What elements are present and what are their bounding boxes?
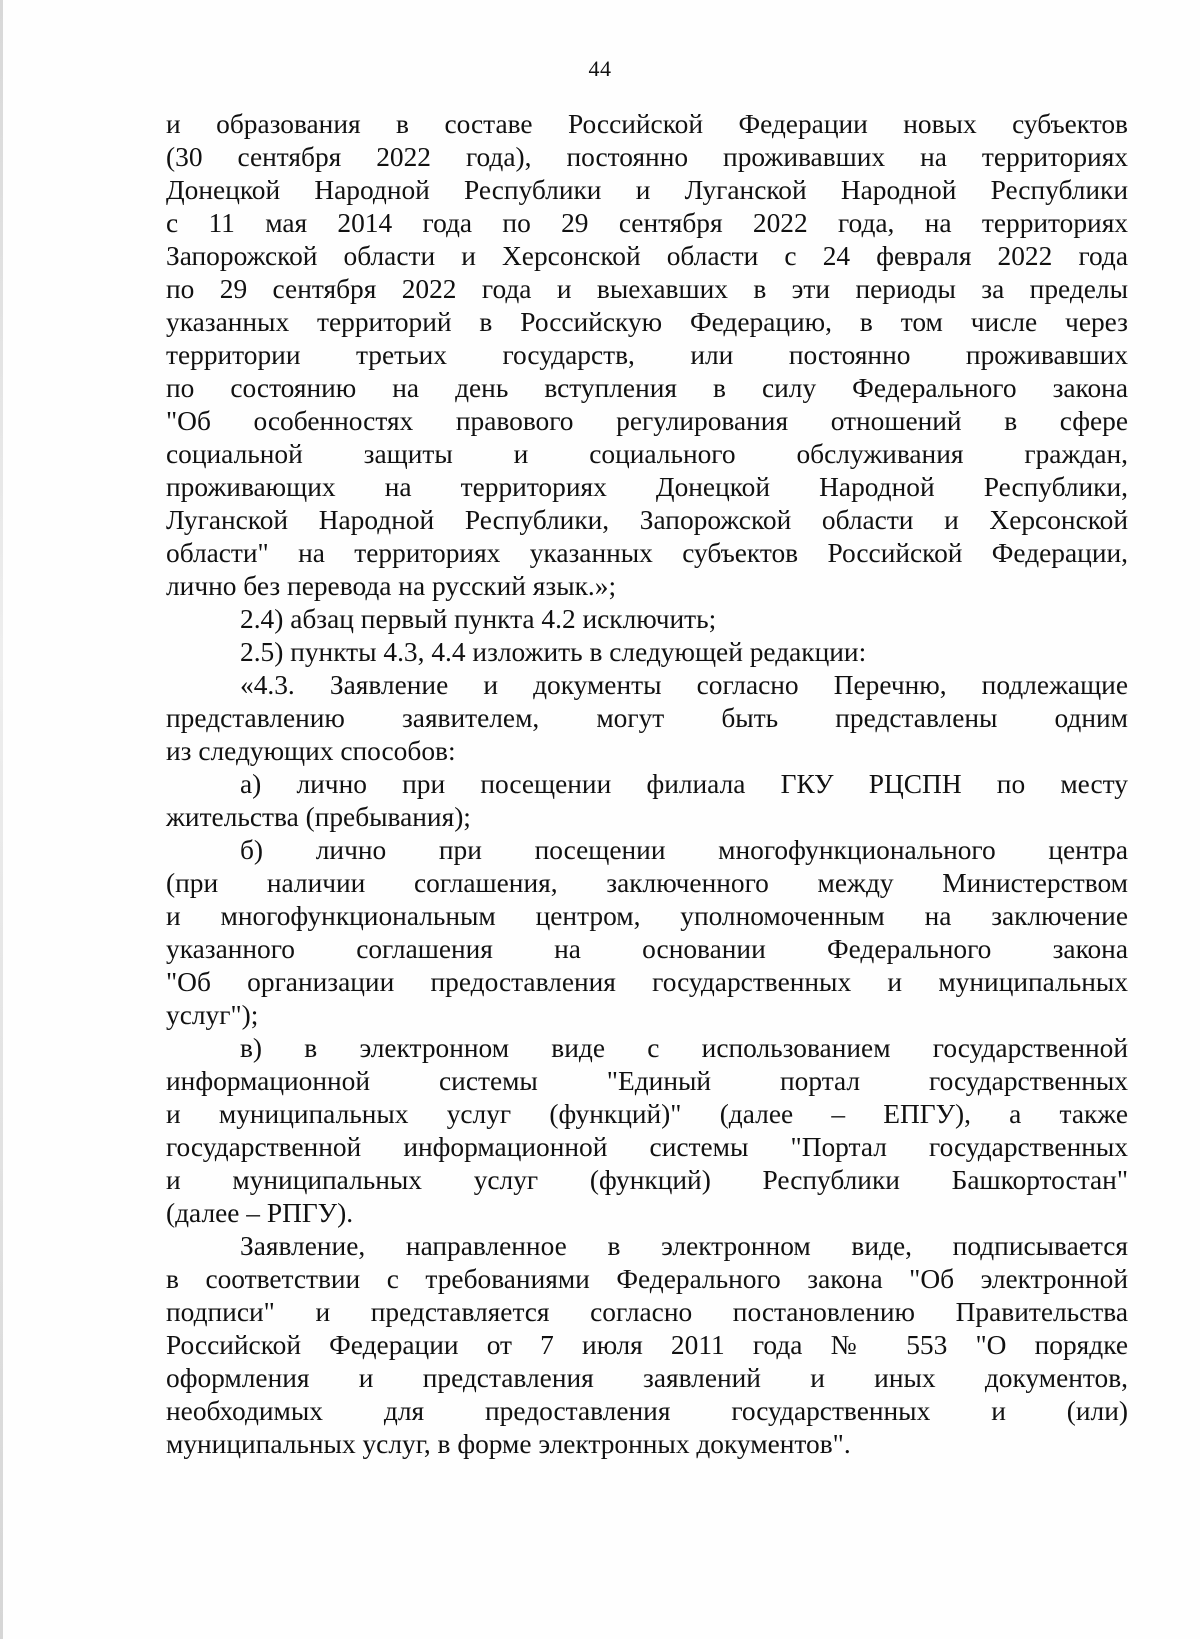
text-line: представлению заявителем, могут быть представлены одним <box>166 703 1128 733</box>
text-line: (при наличии соглашения, заключенного между Министерством <box>166 868 1128 898</box>
text-line: информационной системы "Единый портал государственных <box>166 1066 1128 1096</box>
text-line: «4.3. Заявление и документы согласно Перечню, подлежащие <box>240 670 1128 700</box>
text-line: (далее – РПГУ). <box>166 1198 354 1228</box>
text-line: необходимых для предоставления государственных и (или) <box>166 1396 1128 1426</box>
text-line: "Об организации предоставления государственных и муниципальных <box>166 967 1128 997</box>
text-line: социальной защиты и социального обслуживания граждан, <box>166 439 1128 469</box>
scan-edge <box>0 0 3 1639</box>
text-line: области" на территориях указанных субъектов Российской Федерации, <box>166 538 1128 568</box>
text-line: а) лично при посещении филиала ГКУ РЦСПН по месту <box>240 769 1128 799</box>
text-line: из следующих способов: <box>166 736 456 766</box>
text-line: оформления и представления заявлений и иных документов, <box>166 1363 1128 1393</box>
text-line: муниципальных услуг, в форме электронных документов". <box>166 1429 851 1459</box>
text-line: Донецкой Народной Республики и Луганской Народной Республики <box>166 175 1128 205</box>
text-line: лично без перевода на русский язык.»; <box>166 571 617 601</box>
text-line: государственной информационной системы "Портал государственных <box>166 1132 1128 1162</box>
text-line: б) лично при посещении многофункционального центра <box>240 835 1128 865</box>
text-line: по состоянию на день вступления в силу Федерального закона <box>166 373 1128 403</box>
text-line: и муниципальных услуг (функций) Республики Башкортостан" <box>166 1165 1128 1195</box>
text-line: Луганской Народной Республики, Запорожской области и Херсонской <box>166 505 1128 535</box>
text-line: 2.5) пункты 4.3, 4.4 изложить в следующей редакции: <box>240 637 867 667</box>
text-line: проживающих на территориях Донецкой Народной Республики, <box>166 472 1128 502</box>
text-line: по 29 сентября 2022 года и выехавших в эти периоды за пределы <box>166 274 1128 304</box>
text-line: Запорожской области и Херсонской области с 24 февраля 2022 года <box>166 241 1128 271</box>
text-line: указанного соглашения на основании Федерального закона <box>166 934 1128 964</box>
text-line: и образования в составе Российской Федерации новых субъектов <box>166 109 1128 139</box>
text-line: в соответствии с требованиями Федерального закона "Об электронной <box>166 1264 1128 1294</box>
text-line: указанных территорий в Российскую Федерацию, в том числе через <box>166 307 1128 337</box>
text-line: 2.4) абзац первый пункта 4.2 исключить; <box>240 604 717 634</box>
text-line: Заявление, направленное в электронном виде, подписывается <box>240 1231 1128 1261</box>
text-line: подписи" и представляется согласно постановлению Правительства <box>166 1297 1128 1327</box>
text-line: жительства (пребывания); <box>166 802 471 832</box>
text-line: Российской Федерации от 7 июля 2011 года № 553 "О порядке <box>166 1330 1128 1360</box>
text-line: услуг"); <box>166 1000 259 1030</box>
text-line: "Об особенностях правового регулирования отношений в сфере <box>166 406 1128 436</box>
text-line: (30 сентября 2022 года), постоянно проживавших на территориях <box>166 142 1128 172</box>
text-line: и многофункциональным центром, уполномоченным на заключение <box>166 901 1128 931</box>
text-line: в) в электронном виде с использованием государственной <box>240 1033 1128 1063</box>
text-line: и муниципальных услуг (функций)" (далее – ЕПГУ), а также <box>166 1099 1128 1129</box>
text-line: территории третьих государств, или постоянно проживавших <box>166 340 1128 370</box>
text-line: с 11 мая 2014 года по 29 сентября 2022 года, на территориях <box>166 208 1128 238</box>
document-body <box>166 108 1128 1461</box>
page-number: 44 <box>588 56 612 81</box>
